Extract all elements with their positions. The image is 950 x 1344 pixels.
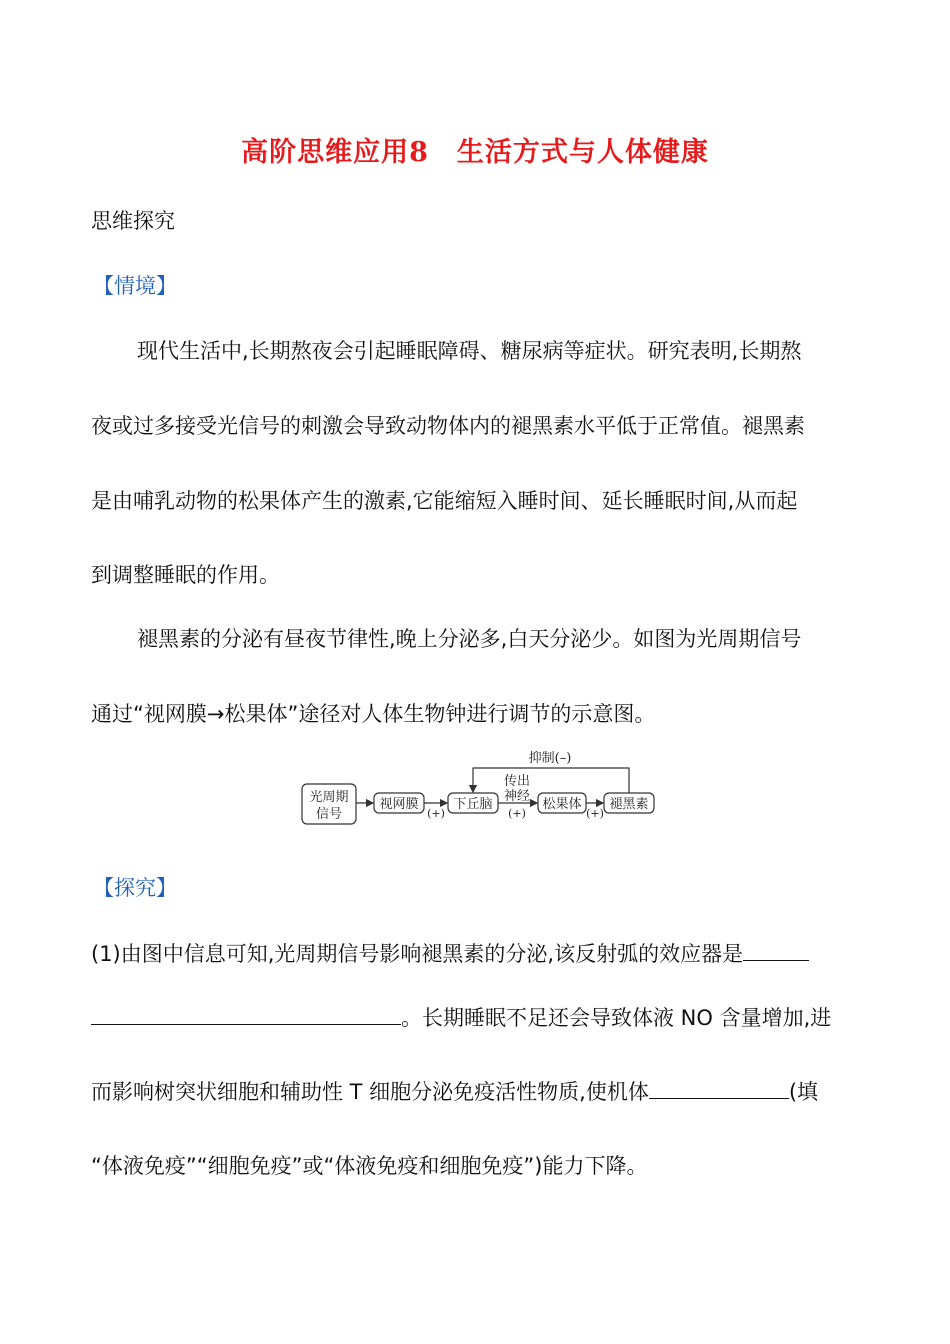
title-topic: 生活方式与人体健康 [456,137,709,168]
question1-text3a: 而影响树突状细胞和辅助性 T 细胞分泌免疫活性物质,使机体 [91,1080,649,1104]
answer-blank-2[interactable] [649,1078,789,1099]
box-hypothalamus-text: 下丘脑 [453,797,493,812]
paragraph1-line4: 到调整睡眠的作用。 [91,563,280,587]
box-melatonin-text: 褪黑素 [609,797,649,812]
box-retina-text: 视网膜 [379,797,419,812]
box-signal-text1: 光周期 [309,790,349,805]
plus-label-1: (+) [427,807,445,820]
section-label: 思维探究 [91,209,175,233]
box-signal-text2: 信号 [315,807,343,822]
situation-label: 【情境】 [93,274,177,298]
paragraph2-line2: 通过“视网膜→松果体”途径对人体生物钟进行调节的示意图。 [91,702,656,726]
box-pineal-text: 松果体 [542,797,582,812]
question1-text2: 。长期睡眠不足还会导致体液 NO 含量增加,进 [401,1006,832,1030]
question1-line3 [91,1076,818,1106]
question1-text3b: (填 [788,1080,819,1104]
answer-blank-1b[interactable] [91,1004,401,1025]
paragraph1-line1: 现代生活中,长期熬夜会引起睡眠障碍、糖尿病等症状。研究表明,长期熬 [137,339,802,363]
title-number: 8 [409,137,429,168]
question1-line1 [91,938,809,968]
question1-line2 [91,1002,831,1032]
nerve-label-1: 传出 [503,774,531,789]
paragraph2-line1: 褪黑素的分泌有昼夜节律性,晚上分泌多,白天分泌少。如图为光周期信号 [137,627,802,651]
question1-text1: (1)由图中信息可知,光周期信号影响褪黑素的分泌,该反射弧的效应器是 [91,942,744,966]
answer-blank-1a[interactable] [743,940,809,961]
paragraph1-line2: 夜或过多接受光信号的刺激会导致动物体内的褪黑素水平低于正常值。褪黑素 [91,414,805,438]
nerve-label-2: 神经 [503,789,531,804]
inhibit-label: 抑制(–) [528,751,572,766]
title-prefix: 高阶思维应用 [241,137,410,168]
explore-label: 【探究】 [93,876,177,900]
page-title [0,130,950,169]
feedback-inhibition-line [473,768,629,793]
paragraph1-line3: 是由哺乳动物的松果体产生的激素,它能缩短入睡时间、延长睡眠时间,从而起 [91,489,798,513]
plus-label-3: (+) [586,807,604,820]
question1-line4: “体液免疫”“细胞免疫”或“体液免疫和细胞免疫”)能力下降。 [91,1154,648,1178]
regulation-diagram [290,744,670,834]
plus-label-2: (+) [508,807,526,820]
